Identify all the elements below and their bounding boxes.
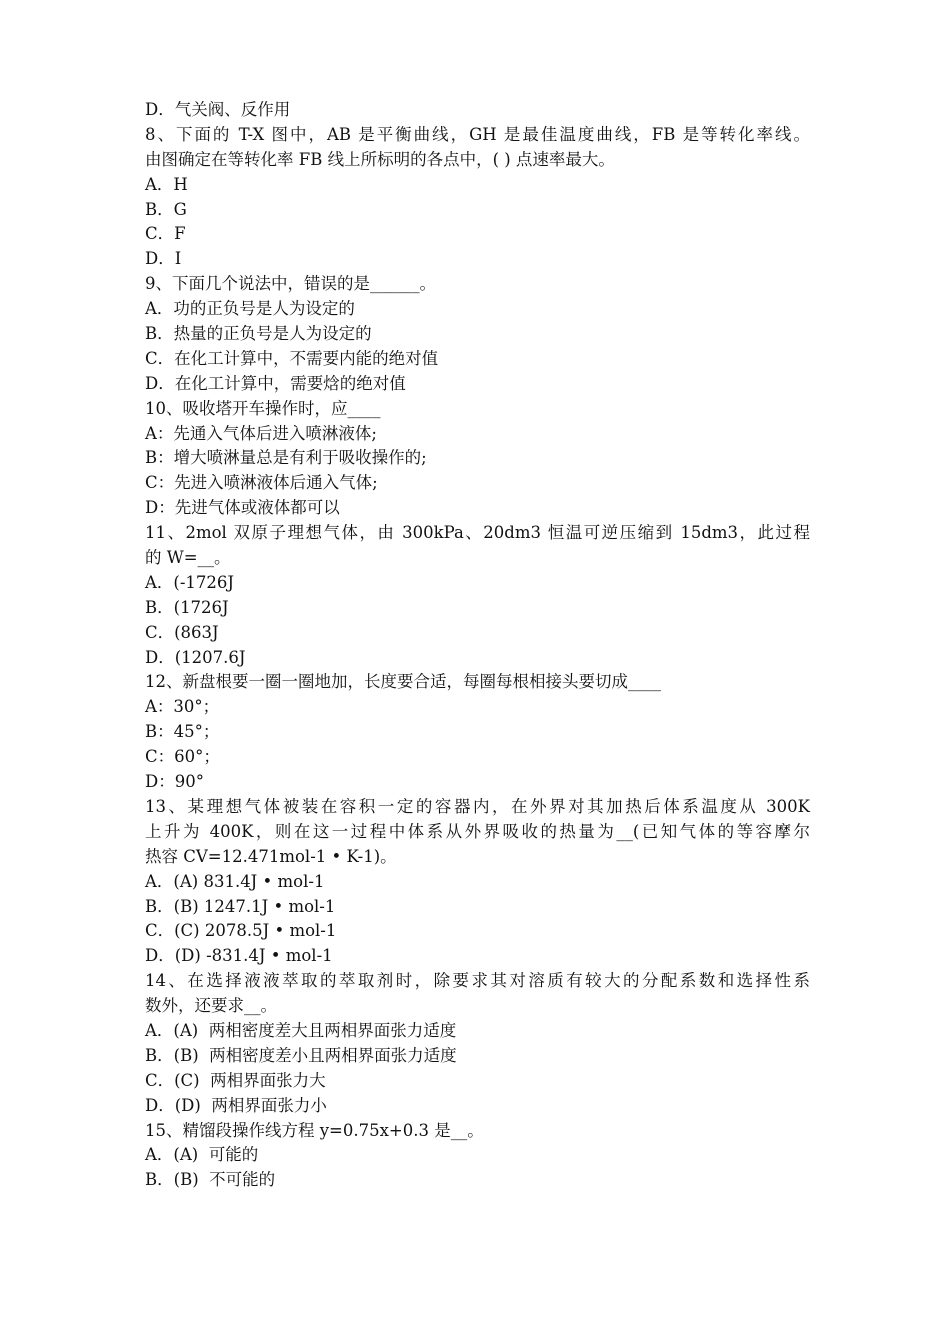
text-line: B．热量的正负号是人为设定的 [145,324,372,344]
text-line: 12、新盘根要一圈一圈地加，长度要合适，每圈每根相接头要切成____ [145,672,661,692]
text-line: 9、下面几个说法中，错误的是______。 [145,274,436,294]
text-line: C：60°； [145,747,220,767]
text-line: C．在化工计算中，不需要内能的绝对值 [145,348,439,368]
text-line: C．(C) 2078.5J • mol-1 [145,921,337,941]
text-line: 的 W=__。 [145,548,231,568]
text-line: A．(-1726J [145,572,235,592]
text-line: 15、精馏段操作线方程 y=0.75x+0.3 是__。 [145,1120,484,1140]
text-line: 13、某理想气体被装在容积一定的容器内，在外界对其加热后体系温度从 300K [145,796,810,816]
text-line: 由图确定在等转化率 FB 线上所标明的各点中，( ) 点速率最大。 [145,149,615,169]
text-line: A：30°； [145,697,220,717]
text-line: 上升为 400K，则在这一过程中体系从外界吸收的热量为__(已知气体的等容摩尔 [145,821,810,841]
text-line: B．(B) 两相密度差小且两相界面张力适度 [145,1045,457,1065]
text-line: A．功的正负号是人为设定的 [145,299,355,319]
text-line: B：增大喷淋量总是有利于吸收操作的; [145,448,427,468]
text-line: C．F [145,224,186,244]
text-line: D：先进气体或液体都可以 [145,498,340,518]
text-line: B．(B) 1247.1J • mol-1 [145,896,336,916]
text-line: B．G [145,199,187,219]
text-line: C．(C) 两相界面张力大 [145,1070,326,1090]
text-line: D：90° [145,772,204,792]
text-line: A．H [145,174,188,194]
text-line: 14、在选择液液萃取的萃取剂时，除要求其对溶质有较大的分配系数和选择性系 [145,971,810,991]
text-line: D．(D) 两相界面张力小 [145,1095,327,1115]
text-line: B．(1726J [145,597,229,617]
text-line: 10、吸收塔开车操作时，应____ [145,398,381,418]
text-line: D．(1207.6J [145,647,246,667]
text-line: D．I [145,249,182,269]
text-line: A．(A) 可能的 [145,1145,259,1165]
text-line: B：45°； [145,722,220,742]
text-line: D．气关阀、反作用 [145,100,291,119]
text-line: C．(863J [145,622,219,642]
text-line: C：先进入喷淋液体后通入气体; [145,473,378,493]
document-page [145,98,810,1193]
text-line: 8、下面的 T-X 图中，AB 是平衡曲线，GH 是最佳温度曲线，FB 是等转化率线。 [145,124,810,144]
text-line: A．(A) 831.4J • mol-1 [145,871,325,891]
text-line: A：先通入气体后进入喷淋液体; [145,423,377,443]
text-line: B．(B) 不可能的 [145,1170,276,1190]
text-line: 11、2mol 双原子理想气体，由 300kPa、20dm3 恒温可逆压缩到 15dm3，此过程 [145,523,810,543]
text-line: 数外，还要求__。 [145,996,277,1016]
text-line: D．(D) -831.4J • mol-1 [145,946,333,966]
text-line: 热容 CV=12.471mol-1 • K-1)。 [145,846,397,866]
text-line: A．(A) 两相密度差大且两相界面张力适度 [145,1020,457,1040]
text-line: D．在化工计算中，需要焓的绝对值 [145,373,406,393]
